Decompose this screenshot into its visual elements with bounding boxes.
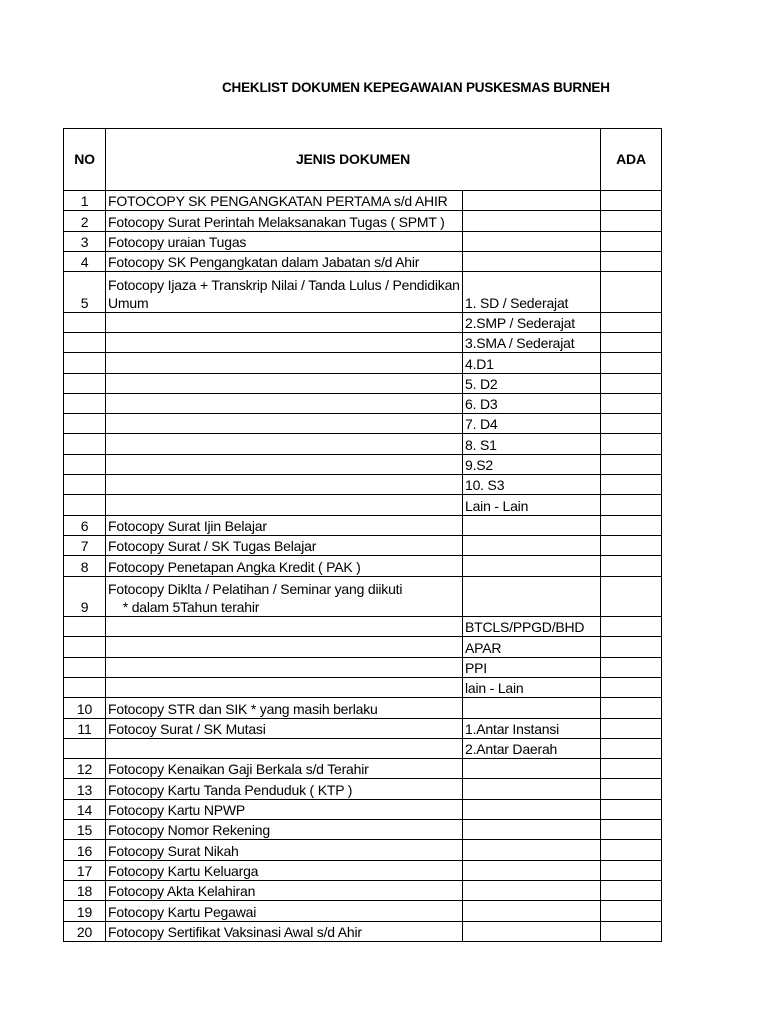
ada-checkbox-cell[interactable] — [601, 637, 662, 657]
table-row — [64, 880, 662, 900]
row-number — [64, 738, 106, 758]
header-no: NO — [64, 129, 106, 191]
row-number-text: 8 — [80, 558, 89, 575]
table-row — [64, 373, 662, 393]
header-row — [64, 129, 662, 191]
document-name — [106, 779, 463, 799]
document-name — [106, 231, 463, 251]
row-number — [64, 231, 106, 251]
row-number-text: 15 — [76, 822, 93, 839]
document-name-text: Fotocopy Kartu Tanda Penduduk ( KTP ) — [108, 781, 353, 798]
ada-checkbox-cell[interactable] — [601, 759, 662, 779]
sub-item — [463, 840, 601, 860]
ada-checkbox-cell[interactable] — [601, 535, 662, 555]
document-name-text: Fotocopy Surat / SK Tugas Belajar — [108, 538, 317, 555]
ada-checkbox-cell[interactable] — [601, 901, 662, 921]
row-number — [64, 312, 106, 332]
sub-item — [463, 637, 601, 657]
document-name-text: Fotocopy Penetapan Angka Kredit ( PAK ) — [108, 558, 361, 575]
table-row — [64, 820, 662, 840]
sub-item-text: 2.SMP / Sederajat — [465, 314, 575, 331]
document-name-text: Fotocopy Ijaza + Transkrip Nilai / Tanda Lulus / Pendidikan Umum — [108, 276, 464, 311]
document-name — [106, 860, 463, 880]
row-number-text: 10 — [76, 700, 93, 717]
sub-item — [463, 515, 601, 535]
document-name — [106, 799, 463, 819]
row-number-text: 16 — [76, 842, 93, 859]
ada-checkbox-cell[interactable] — [601, 515, 662, 535]
table-row — [64, 901, 662, 921]
table-row — [64, 576, 662, 617]
row-number-text: 7 — [80, 538, 89, 555]
ada-checkbox-cell[interactable] — [601, 556, 662, 576]
row-number — [64, 272, 106, 313]
ada-checkbox-cell[interactable] — [601, 231, 662, 251]
sub-item-text: 9.S2 — [465, 457, 493, 474]
sub-item-text: 7. D4 — [465, 416, 498, 433]
document-name — [106, 414, 463, 434]
document-name — [106, 738, 463, 758]
document-name — [106, 576, 463, 617]
ada-checkbox-cell[interactable] — [601, 880, 662, 900]
sub-item — [463, 434, 601, 454]
row-number — [64, 860, 106, 880]
row-number — [64, 637, 106, 657]
sub-item-text: lain - Lain — [465, 680, 524, 697]
table-row — [64, 556, 662, 576]
sub-item-text: 2.Antar Daerah — [465, 741, 558, 758]
sub-item — [463, 556, 601, 576]
document-name-text: Fotocopy Diklta / Pelatihan / Seminar yang diikuti * dalam 5Tahun terahir — [108, 581, 403, 616]
document-name — [106, 454, 463, 474]
table-row — [64, 393, 662, 413]
sub-item-text: 3.SMA / Sederajat — [465, 335, 575, 352]
row-number — [64, 556, 106, 576]
table-row — [64, 191, 662, 211]
row-number — [64, 373, 106, 393]
table-row — [64, 312, 662, 332]
sub-item-text: 4.D1 — [465, 355, 494, 372]
document-name — [106, 880, 463, 900]
row-number — [64, 191, 106, 211]
sub-item — [463, 535, 601, 555]
table-row — [64, 495, 662, 515]
table-row — [64, 434, 662, 454]
row-number-text: 13 — [76, 781, 93, 798]
ada-checkbox-cell[interactable] — [601, 657, 662, 677]
sub-item — [463, 901, 601, 921]
document-name — [106, 373, 463, 393]
document-name — [106, 515, 463, 535]
ada-checkbox-cell[interactable] — [601, 414, 662, 434]
row-number-text: 9 — [80, 599, 89, 616]
row-number — [64, 535, 106, 555]
document-name — [106, 211, 463, 231]
table-row — [64, 535, 662, 555]
row-number — [64, 495, 106, 515]
sub-item-text: 1. SD / Sederajat — [465, 294, 569, 311]
sub-item — [463, 799, 601, 819]
ada-checkbox-cell[interactable] — [601, 211, 662, 231]
sub-item-text: 5. D2 — [465, 375, 498, 392]
ada-checkbox-cell[interactable] — [601, 272, 662, 313]
row-number-text: 18 — [76, 883, 93, 900]
table-row — [64, 617, 662, 637]
document-name — [106, 657, 463, 677]
document-name-text: Fotocopy Surat Nikah — [108, 842, 239, 859]
row-number-text: 17 — [76, 862, 93, 879]
sub-item — [463, 921, 601, 941]
table-row — [64, 353, 662, 373]
row-number — [64, 576, 106, 617]
document-name-text: Fotocopy Sertifikat Vaksinasi Awal s/d Ahir — [108, 923, 362, 940]
header-ada: ADA — [601, 129, 662, 191]
row-number — [64, 880, 106, 900]
document-name — [106, 393, 463, 413]
checklist-table — [63, 128, 662, 942]
table-row — [64, 860, 662, 880]
table-row — [64, 637, 662, 657]
table-row — [64, 211, 662, 231]
table-row — [64, 759, 662, 779]
sub-item-text: 1.Antar Instansi — [465, 720, 560, 737]
table-row — [64, 921, 662, 941]
ada-checkbox-cell[interactable] — [601, 738, 662, 758]
document-name — [106, 759, 463, 779]
document-name — [106, 312, 463, 332]
table-row — [64, 677, 662, 697]
document-name — [106, 921, 463, 941]
sub-item — [463, 738, 601, 758]
sub-item — [463, 454, 601, 474]
sub-item — [463, 373, 601, 393]
table-row — [64, 454, 662, 474]
document-name — [106, 272, 463, 313]
sub-item — [463, 312, 601, 332]
document-title: CHEKLIST DOKUMEN KEPEGAWAIAN PUSKESMAS BURNEH — [222, 80, 610, 95]
ada-checkbox-cell[interactable] — [601, 373, 662, 393]
document-name-text: Fotocopy Kenaikan Gaji Berkala s/d Terahir — [108, 761, 369, 778]
sub-item — [463, 191, 601, 211]
document-name — [106, 475, 463, 495]
row-number — [64, 454, 106, 474]
sub-item — [463, 576, 601, 617]
table-row — [64, 272, 662, 313]
document-name-text: Fotocopy Surat Ijin Belajar — [108, 517, 267, 534]
document-name — [106, 191, 463, 211]
row-number — [64, 840, 106, 860]
sub-item — [463, 698, 601, 718]
ada-checkbox-cell[interactable] — [601, 332, 662, 352]
table-row — [64, 515, 662, 535]
row-number — [64, 393, 106, 413]
ada-checkbox-cell[interactable] — [601, 840, 662, 860]
table-row — [64, 718, 662, 738]
sub-item — [463, 677, 601, 697]
row-number — [64, 901, 106, 921]
document-name-text: Fotocopy SK Pengangkatan dalam Jabatan s/d Ahir — [108, 254, 420, 271]
sub-item — [463, 414, 601, 434]
document-name-text: Fotocopy Surat Perintah Melaksanakan Tugas ( SPMT ) — [108, 213, 445, 230]
sub-item-text: 10. S3 — [465, 477, 505, 494]
ada-checkbox-cell[interactable] — [601, 393, 662, 413]
document-name — [106, 840, 463, 860]
sub-item — [463, 860, 601, 880]
document-name — [106, 637, 463, 657]
row-number-text: 2 — [80, 213, 89, 230]
document-name-text: Fotocopy Nomor Rekening — [108, 822, 270, 839]
ada-checkbox-cell[interactable] — [601, 677, 662, 697]
ada-checkbox-cell[interactable] — [601, 454, 662, 474]
ada-checkbox-cell[interactable] — [601, 576, 662, 617]
sub-item — [463, 880, 601, 900]
row-number-text: 3 — [80, 233, 89, 250]
row-number — [64, 434, 106, 454]
sub-item — [463, 231, 601, 251]
table-row — [64, 840, 662, 860]
sub-item — [463, 272, 601, 313]
ada-checkbox-cell[interactable] — [601, 860, 662, 880]
sub-item — [463, 251, 601, 271]
sub-item-text: 8. S1 — [465, 436, 497, 453]
row-number-text: 1 — [80, 193, 89, 210]
document-name-text: FOTOCOPY SK PENGANGKATAN PERTAMA s/d AHIR — [108, 193, 448, 210]
document-name-text: Fotocopy Kartu Keluarga — [108, 862, 259, 879]
row-number-text: 6 — [80, 517, 89, 534]
row-number-text: 20 — [76, 923, 93, 940]
document-name — [106, 251, 463, 271]
row-number-text: 5 — [80, 294, 89, 311]
table-row — [64, 332, 662, 352]
row-number — [64, 820, 106, 840]
row-number — [64, 677, 106, 697]
document-name — [106, 677, 463, 697]
document-name — [106, 617, 463, 637]
row-number — [64, 779, 106, 799]
table-row — [64, 738, 662, 758]
ada-checkbox-cell[interactable] — [601, 312, 662, 332]
ada-checkbox-cell[interactable] — [601, 191, 662, 211]
sub-item-text: 6. D3 — [465, 396, 498, 413]
sub-item — [463, 353, 601, 373]
table-row — [64, 799, 662, 819]
document-name — [106, 901, 463, 921]
ada-checkbox-cell[interactable] — [601, 251, 662, 271]
ada-checkbox-cell[interactable] — [601, 617, 662, 637]
sub-item — [463, 779, 601, 799]
row-number — [64, 211, 106, 231]
document-name-text: Fotocopy Akta Kelahiran — [108, 883, 256, 900]
ada-checkbox-cell[interactable] — [601, 799, 662, 819]
document-name-text: Fotocopy STR dan SIK * yang masih berlaku — [108, 700, 378, 717]
row-number — [64, 921, 106, 941]
row-number — [64, 515, 106, 535]
table-row — [64, 414, 662, 434]
row-number — [64, 617, 106, 637]
sub-item — [463, 495, 601, 515]
document-name — [106, 332, 463, 352]
sub-item — [463, 657, 601, 677]
row-number — [64, 251, 106, 271]
ada-checkbox-cell[interactable] — [601, 718, 662, 738]
ada-checkbox-cell[interactable] — [601, 921, 662, 941]
sub-item — [463, 475, 601, 495]
ada-checkbox-cell[interactable] — [601, 353, 662, 373]
table-row — [64, 698, 662, 718]
sub-item — [463, 617, 601, 637]
document-name-text: Fotocoy Surat / SK Mutasi — [108, 720, 266, 737]
sub-item — [463, 332, 601, 352]
document-name — [106, 535, 463, 555]
row-number — [64, 353, 106, 373]
ada-checkbox-cell[interactable] — [601, 434, 662, 454]
document-name — [106, 495, 463, 515]
document-name — [106, 698, 463, 718]
sub-item-text: PPI — [465, 659, 487, 676]
table-row — [64, 231, 662, 251]
table-row — [64, 251, 662, 271]
row-number — [64, 475, 106, 495]
document-name-text: Fotocopy Kartu Pegawai — [108, 903, 257, 920]
row-number — [64, 759, 106, 779]
sub-item-text: Lain - Lain — [465, 497, 529, 514]
row-number-text: 11 — [77, 720, 92, 737]
sub-item — [463, 759, 601, 779]
sub-item — [463, 393, 601, 413]
ada-checkbox-cell[interactable] — [601, 779, 662, 799]
document-name-text: Fotocopy Kartu NPWP — [108, 802, 246, 819]
document-name — [106, 556, 463, 576]
sub-item — [463, 718, 601, 738]
row-number-text: 19 — [76, 903, 93, 920]
ada-checkbox-cell[interactable] — [601, 495, 662, 515]
ada-checkbox-cell[interactable] — [601, 820, 662, 840]
document-name-text: Fotocopy uraian Tugas — [108, 233, 247, 250]
table-row — [64, 779, 662, 799]
document-name — [106, 820, 463, 840]
sub-item — [463, 211, 601, 231]
document-name — [106, 434, 463, 454]
header-jenis-dokumen: JENIS DOKUMEN — [106, 129, 601, 191]
row-number — [64, 698, 106, 718]
row-number-text: 14 — [76, 802, 93, 819]
row-number — [64, 414, 106, 434]
row-number-text: 12 — [76, 761, 93, 778]
row-number — [64, 718, 106, 738]
row-number — [64, 332, 106, 352]
row-number — [64, 799, 106, 819]
sub-item-text: BTCLS/PPGD/BHD — [465, 619, 585, 636]
document-name — [106, 718, 463, 738]
ada-checkbox-cell[interactable] — [601, 475, 662, 495]
ada-checkbox-cell[interactable] — [601, 698, 662, 718]
sub-item-text: APAR — [465, 639, 502, 656]
table-row — [64, 657, 662, 677]
sub-item — [463, 820, 601, 840]
row-number-text: 4 — [80, 254, 89, 271]
document-name — [106, 353, 463, 373]
row-number — [64, 657, 106, 677]
table-row — [64, 475, 662, 495]
